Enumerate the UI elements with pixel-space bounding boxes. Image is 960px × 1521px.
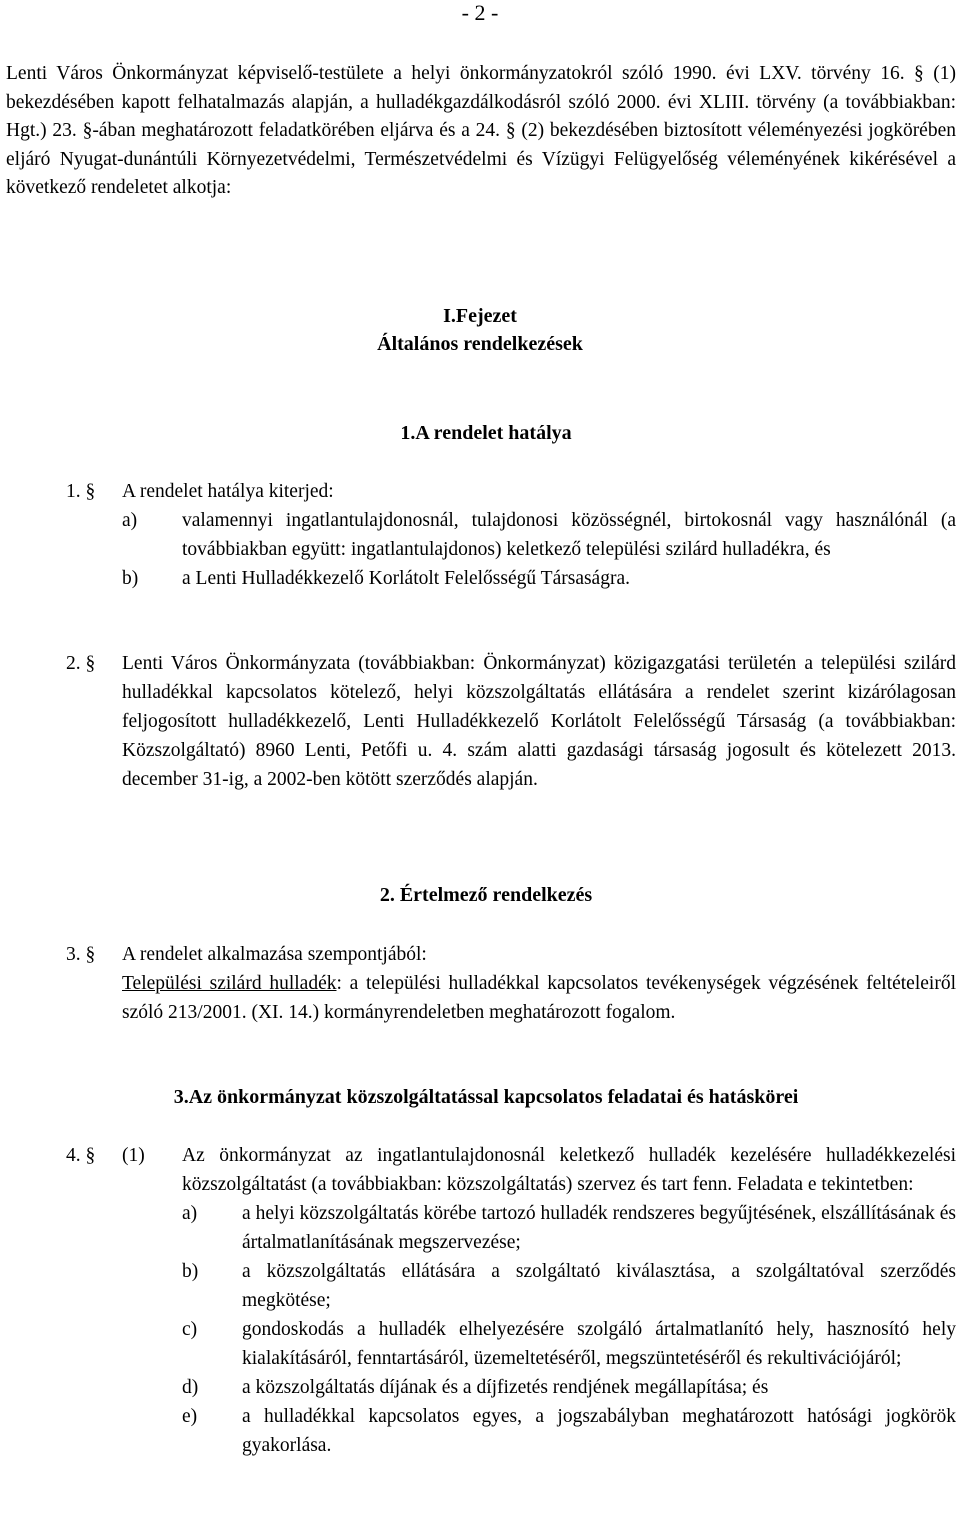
paragraph-2 xyxy=(66,649,956,794)
subsection-marker: (1) xyxy=(122,1145,145,1166)
paragraph-1 xyxy=(66,477,956,593)
item-list xyxy=(66,506,956,593)
subsection-text: Az önkormányzat az ingatlantulajdonosnál keletkező hulladék kezelésére hulladékkezelési közszolgáltatást (a továbbiakban: közszolgáltatás) szervez és tart fenn. Feladata e tekintetben: xyxy=(182,1145,956,1195)
page-number: - 2 - xyxy=(461,0,499,25)
item-text: a közszolgáltatás ellátására a szolgáltató kiválasztása, a szolgáltatóval szerződés megkötése; xyxy=(242,1261,956,1311)
item-text: a hulladékkal kapcsolatos egyes, a jogszabályban meghatározott hatósági jogkörök gyakorlása. xyxy=(242,1406,956,1456)
section-3-title: 3.Az önkormányzat közszolgáltatással kapcsolatos feladatai és hatáskörei xyxy=(173,1086,799,1108)
paragraph-number: 2. § xyxy=(66,653,96,674)
paragraph-number: 4. § xyxy=(66,1145,96,1166)
paragraph-4 xyxy=(66,1141,956,1460)
list-item xyxy=(66,1402,956,1460)
paragraph-lead: A rendelet alkalmazása szempontjából: xyxy=(122,944,427,965)
paragraph-number: 3. § xyxy=(66,944,96,965)
item-marker: a) xyxy=(182,1203,198,1224)
item-text: a Lenti Hulladékkezelő Korlátolt Felelősségű Társaságra. xyxy=(182,568,630,589)
list-item xyxy=(66,1315,956,1373)
definition xyxy=(66,969,956,1027)
item-list xyxy=(66,1199,956,1460)
item-marker: a) xyxy=(122,510,138,531)
chapter-title: Általános rendelkezések xyxy=(377,333,583,355)
item-marker: d) xyxy=(182,1377,199,1398)
list-item xyxy=(66,1199,956,1257)
item-text: a helyi közszolgáltatás körébe tartozó hulladék rendszeres begyűjtésének, elszállításának és ártalmatlanításának megszervezése; xyxy=(242,1203,956,1253)
list-item xyxy=(66,1257,956,1315)
section-1-title: 1.A rendelet hatálya xyxy=(400,422,572,444)
defined-term: Települési szilárd hulladék xyxy=(122,973,337,994)
paragraph-3 xyxy=(66,940,956,1027)
list-item xyxy=(66,564,956,593)
definition-text: : a települési hulladékkal kapcsolatos tevékenységek végzésének feltételeiről szóló 213/2001. (XI. 14.) kormányrendeletben meghatározott fogalom. xyxy=(122,973,956,1023)
item-marker: b) xyxy=(122,568,139,589)
item-marker: b) xyxy=(182,1261,199,1282)
item-text: gondoskodás a hulladék elhelyezésére szolgáló ártalmatlanító hely, hasznosító hely kialakításáról, fenntartásáról, üzemeltetéséről, megszüntetéséről és rekultivációjáról; xyxy=(242,1319,956,1369)
list-item xyxy=(66,1373,956,1402)
item-text: a közszolgáltatás díjának és a díjfizetés rendjének megállapítása; és xyxy=(242,1377,769,1398)
paragraph-text: Lenti Város Önkormányzata (továbbiakban: Önkormányzat) közigazgatási területén a települési szilárd hulladékkal kapcsolatos kötelező, helyi közszolgáltatás ellátására a rendelet szerint kizárólagosan feljogosított hulladékkezelő, Lenti Hulladékkezelő Korlátolt Felelősségű Társaság (a továbbiakban: Közszolgáltató) 8960 Lenti, Petőfi u. 4. szám alatti gazdasági társaság jogosult és kötelezett 2013. december 31-ig, a 2002-ben kötött szerződés alapján. xyxy=(122,653,956,790)
subsection-1 xyxy=(66,1141,956,1199)
chapter-number: I.Fejezet xyxy=(443,305,517,327)
item-text: valamennyi ingatlantulajdonosnál, tulajdonosi közösségnél, birtokosnál vagy használónál (a továbbiakban együtt: ingatlantulajdonos) keletkező települési szilárd hulladékra, és xyxy=(182,510,956,560)
list-item xyxy=(66,506,956,564)
item-marker: c) xyxy=(182,1319,198,1340)
paragraph-lead: A rendelet hatálya kiterjed: xyxy=(122,481,334,502)
item-marker: e) xyxy=(182,1406,198,1427)
preamble-paragraph: Lenti Város Önkormányzat képviselő-testülete a helyi önkormányzatokról szóló 1990. évi LXV. törvény 16. § (1) bekezdésében kapott felhatalmazás alapján, a hulladékgazdálkodásról szóló 2000. évi XLIII. törvény (a továbbiakban: Hgt.) 23. §-ában meghatározott feladatkörében eljárva és a 24. § (2) bekezdésében biztosított véleményezési jogkörében eljáró Nyugat-dunántúli Környezetvédelmi, Természetvédelmi és Vízügyi Felügyelőség véleményének kikérésével a következő rendeletet alkotja: xyxy=(6,63,956,198)
paragraph-number: 1. § xyxy=(66,481,96,502)
section-2-title: 2. Értelmező rendelkezés xyxy=(379,884,593,906)
